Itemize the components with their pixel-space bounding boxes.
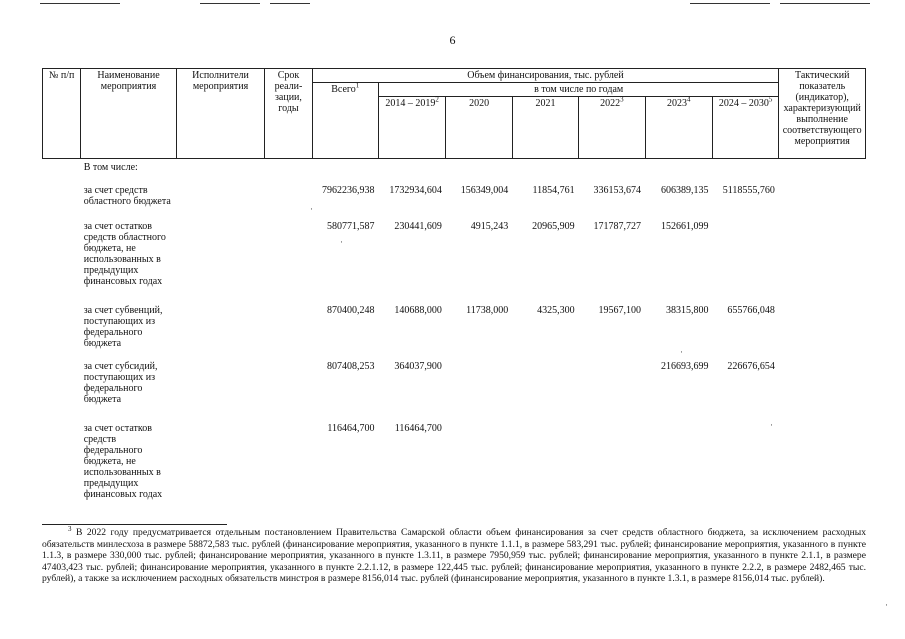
cell-value: 364037,900 (394, 361, 442, 372)
cell-value: 230441,609 (394, 221, 442, 232)
cell-total: 7962236,938 (321, 185, 375, 196)
cell-total: 870400,248 (326, 305, 375, 316)
cell-value: 606389,135 (660, 185, 709, 196)
scan-speck: · (885, 600, 888, 610)
header-year: 2021 (512, 97, 578, 159)
cell-value (712, 217, 778, 301)
cell-value: 156349,004 (460, 185, 509, 196)
scan-artifact (40, 3, 120, 4)
cell-value: 140688,000 (394, 305, 442, 316)
cell-total: 580771,587 (326, 221, 375, 232)
header-indicator: Тактический показатель (индикатор), характеризующий выполнение соответствующего мероприятия (779, 69, 866, 159)
header-volume: Объем финансирования, тыс. рублей (312, 69, 779, 83)
cell-value (512, 419, 578, 501)
cell-value (512, 357, 578, 419)
cell-value: 336153,674 (593, 185, 642, 196)
table-header (43, 69, 866, 159)
cell-value (579, 357, 645, 419)
cell-value: 5118555,760 (722, 185, 775, 196)
row-name: за счет остатков средств областного бюджета, не использованных в предыдущих финансовых годах (83, 221, 166, 287)
footnote-mark: 3 (68, 524, 72, 533)
scan-artifact (690, 3, 770, 4)
cell-value: 38315,800 (665, 305, 709, 316)
table-row (43, 419, 866, 501)
cell-value: 19567,100 (598, 305, 642, 316)
table-row (43, 182, 866, 217)
scan-artifact (780, 3, 870, 4)
header-term: Срок реали-зации, годы (265, 69, 312, 159)
scan-speck: · (340, 237, 343, 247)
header-year: 2014 – 2019$^2$ (378, 97, 445, 159)
table-row (43, 357, 866, 419)
table-row (43, 217, 866, 301)
header-year: 2024 – 2030$^5$ (712, 97, 778, 159)
cell-value (446, 419, 512, 501)
cell-value: 116464,700 (394, 423, 442, 434)
cell-value (645, 419, 712, 501)
page-number: 6 (449, 33, 456, 47)
row-name: за счет субвенций, поступающих из федерального бюджета (83, 305, 163, 349)
row-name: за счет средств областного бюджета (83, 185, 171, 207)
scan-artifact (270, 3, 310, 4)
cell-value: 171787,727 (593, 221, 642, 232)
cell-value: 216693,699 (660, 361, 709, 372)
subtitle-row: В том числе: (83, 162, 138, 173)
header-year: 2022$^3$ (579, 97, 645, 159)
table-row (43, 301, 866, 357)
cell-value (446, 357, 512, 419)
scan-speck: · (770, 420, 773, 430)
header-total: Всего$^1$ (312, 83, 378, 159)
scan-speck: · (310, 204, 313, 214)
header-year: 2020 (446, 97, 512, 159)
cell-value: 655766,048 (727, 305, 775, 316)
row-name: за счет субсидий, поступающих из федерального бюджета (83, 361, 158, 405)
cell-total: 116464,700 (327, 423, 375, 434)
scan-artifact (200, 3, 260, 4)
cell-value: 4325,300 (537, 305, 575, 316)
cell-value: 152661,099 (660, 221, 709, 232)
cell-value: 11738,000 (466, 305, 509, 316)
cell-value: 11854,761 (532, 185, 575, 196)
header-year: 2023$^4$ (645, 97, 712, 159)
cell-value: 226676,654 (727, 361, 775, 372)
row-name: за счет остатков средств федерального бюджета, не использованных в предыдущих финансовых годах (83, 423, 163, 500)
footnote (42, 524, 866, 585)
cell-value: 20965,909 (532, 221, 575, 232)
cell-value: 4915,243 (470, 221, 509, 232)
header-executors: Исполнители мероприятия (176, 69, 265, 159)
cell-total: 807408,253 (326, 361, 375, 372)
cell-value (712, 419, 778, 501)
scan-speck: · (680, 347, 683, 357)
header-name: Наименование мероприятия (81, 69, 177, 159)
header-num: № п/п (43, 69, 81, 159)
cell-value (579, 419, 645, 501)
cell-value: 1732934,604 (389, 185, 442, 196)
header-by-years: в том числе по годам (378, 83, 778, 97)
financing-table (42, 68, 866, 501)
footnote-text: В 2022 году предусматривается отдельным постановлением Правительства Самарской области объем финансирования за счет средств областного бюджета, за исключением расходных обязательств минлесхоза в размере 58872,583 тыс. рублей (финансирование мероприятия, указанного в пункте 1.1.1, в размере 583,291 тыс. рублей; финансирование мероприятия, указанного в пункте 1.1.3, в размере 330,000 тыс. рублей; финансирование мероприятия, указанного в пункте 1.3.11, в размере 7950,959 тыс. рублей; финансирование мероприятия, указанного в пункте 2.1.1, в размере 47403,423 тыс. рублей; финансирование мероприятия, указанного в пункте 2.2.1.12, в размере 122,445 тыс. рублей; финансирование мероприятия, указанного в пункте 2.2.2, в размере 2482,465 тыс. рублей), а также за исключением расходных обязательств минстроя в размере 8156,014 тыс. рублей (финансирование мероприятия, указанного в пункте 1.3.1, в размере 8156,014 тыс. рублей). (42, 527, 866, 585)
